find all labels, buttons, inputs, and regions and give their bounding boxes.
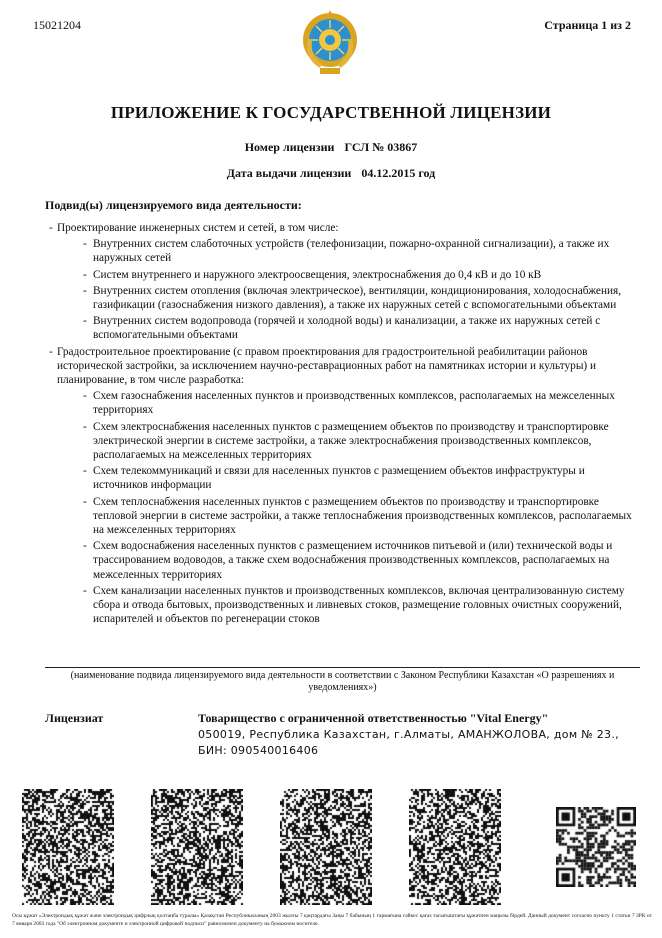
page-number: Страница 1 из 2 (544, 18, 631, 32)
subtype-item (57, 237, 640, 265)
subtype-item (57, 284, 640, 312)
subtypes-heading: Подвид(ы) лицензируемого вида деятельности: (45, 198, 302, 212)
page-title: ПРИЛОЖЕНИЕ К ГОСУДАРСТВЕННОЙ ЛИЦЕНЗИИ (110, 103, 552, 122)
kazakhstan-state-emblem-icon (300, 8, 360, 80)
subtype-group-title: Проектирование инженерных систем и сетей, в том числе: (57, 222, 339, 234)
subtype-group-title: Градостроительное проектирование (с правом проектирования для градостроительной реабилитации районов исторической застройки, за исключением научно-реставрационных работ на памятниках истории и культуры) и планирование, в том числе разработка: (57, 345, 597, 387)
barcode-4-icon (409, 789, 501, 905)
subtype-item (57, 464, 640, 492)
license-number-label: Номер лицензии (244, 140, 335, 154)
subtype-item-text: Схем теплоснабжения населенных пунктов с размещением объектов по производству и транспортировке тепловой энергии в системе застройки, а также теплоснабжения производственных комплексов, располагаемых на межселенных территориях (93, 495, 632, 537)
license-number-line (0, 140, 662, 155)
subtype-item-text: Внутренних систем водопровода (горячей и холодной воды) и канализации, а также их наружных сетей с вспомогательными объектами (93, 315, 601, 342)
subtype-item (57, 584, 640, 627)
subtype-item-text: Схем электроснабжения населенных пунктов с размещением объектов по производству и транспортировке электрической энергии в системе застройки, а также электроснабжения производственных комплексов, располагаемых на межселенных территориях (93, 420, 609, 462)
dash-marker: - (49, 345, 53, 358)
footer-note: Осы құжат «Электрондық құжат және электрондық цифрлық қолтаңба туралы» Қазақстан Республикасының 2003 жылғы 7 қаңтардағы Заңы 7 бабының 1 тармағына сәйкес қағаз тасығыштағы құжатпен маңызы бірдей. Данный документ согласно пункту 1 статьи 7 ЗРК от 7 января 2003 года "Об электронном документе и электронной цифровой подписи" равнозначен документу на бумажном носителе. (12, 913, 652, 927)
document-number: 15021204 (33, 18, 81, 32)
subtype-item-text: Схем газоснабжения населенных пунктов и производственных комплексов, располагаемых на межселенных территориях (93, 390, 615, 417)
subtype-group (45, 221, 640, 343)
subtype-item-text: Внутренних систем отопления (включая электрическое), вентиляции, кондиционирования, холодоснабжения, газификации (газоснабжения низкого давления), а также их наружных сетей с вспомогательными объектами (93, 284, 622, 312)
subtypes-list (45, 221, 640, 626)
dash-marker: - (83, 390, 87, 403)
divider (45, 667, 640, 668)
subtype-item (57, 539, 640, 582)
dash-marker: - (83, 540, 87, 553)
barcode-1-icon (22, 789, 114, 905)
license-number-value: ГСЛ № 03867 (344, 140, 418, 154)
subtype-item (57, 389, 640, 417)
subtype-item (57, 314, 640, 342)
subtype-item-text: Внутренних систем слаботочных устройств (телефонизации, пожарно-охранной сигнализации), а также их наружных сетей (93, 238, 610, 265)
dash-marker: - (83, 238, 87, 251)
barcode-3-icon (280, 789, 372, 905)
dash-marker: - (83, 315, 87, 328)
license-date-value: 04.12.2015 год (361, 166, 436, 180)
subtype-item (57, 495, 640, 538)
dash-marker: - (49, 222, 53, 234)
license-date-label: Дата выдачи лицензии (226, 166, 352, 180)
subtype-caption: (наименование подвида лицензируемого вида деятельности в соответствии с Законом Республики Казахстан «О разрешениях и уведомлениях») (70, 670, 615, 693)
subtype-item-text: Схем телекоммуникаций и связи для населенных пунктов с размещением объектов инфраструктуры и источников информации (93, 465, 585, 492)
subtype-group (45, 345, 640, 627)
licensee-label: Лицензиат (45, 711, 104, 725)
subtype-item-text: Схем канализации населенных пунктов и производственных комплексов, включая централизованную систему сбора и отвода бытовых, производственных и ливневых стоков, размещение головных очистных сооружений, испарителей и объектов по регенерации стоков (93, 584, 625, 626)
subtype-item-text: Схем водоснабжения населенных пунктов с размещением источников питьевой и (или) технической воды и трассированием водоводов, а также схем водоснабжения производственных комплексов, располагаемых на межселенных территориях (93, 540, 613, 581)
subtype-item (57, 268, 640, 282)
dash-marker: - (83, 465, 87, 478)
license-date-line (0, 166, 662, 181)
dash-marker: - (83, 284, 87, 297)
licensee-name: Товарищество с ограниченной ответственностью "Vital Energy" (198, 711, 549, 725)
qr-code-icon (556, 807, 636, 887)
dash-marker: - (83, 268, 87, 281)
dash-marker: - (83, 584, 87, 597)
subtype-item-text: Систем внутреннего и наружного электроосвещения, электроснабжения до 0,4 кВ и до 10 кВ (93, 268, 542, 281)
subtype-item (57, 420, 640, 463)
dash-marker: - (83, 420, 87, 433)
barcode-2-icon (151, 789, 243, 905)
dash-marker: - (83, 495, 87, 508)
licensee-address: 050019, Республика Казахстан, г.Алматы, АМАНЖОЛОВА, дом № 23., БИН: 090540016406 (198, 728, 619, 757)
